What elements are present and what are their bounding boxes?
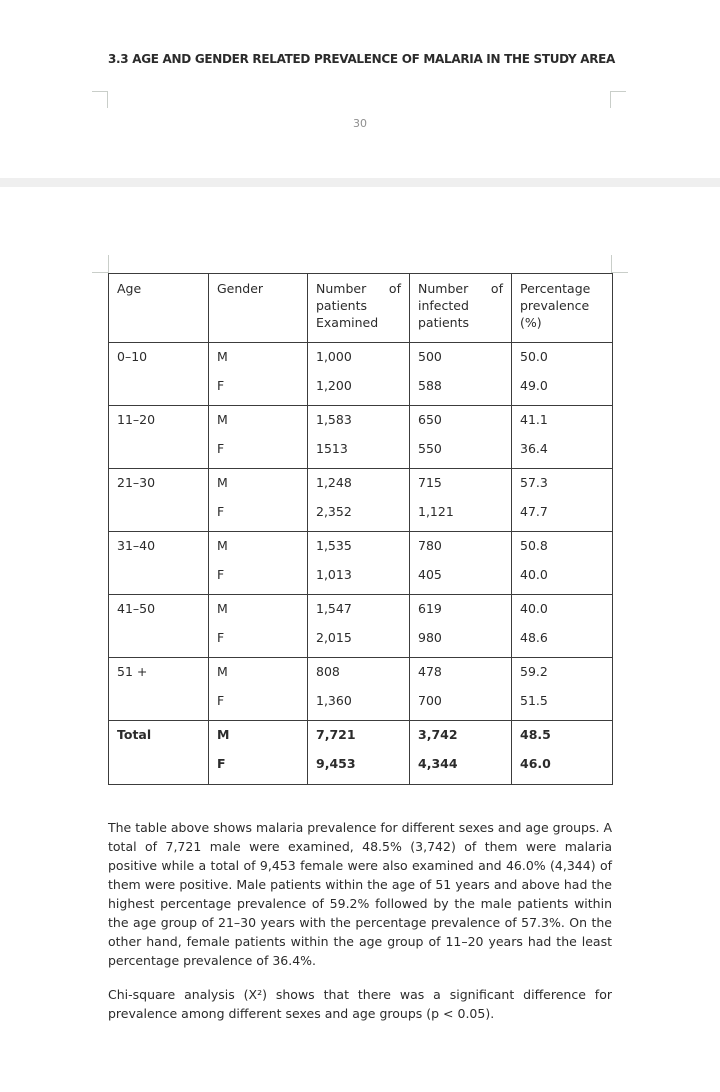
cell-age: 11–20 — [109, 406, 209, 469]
cell-gender — [209, 658, 308, 721]
cell-examined: 1,535 1,013 — [308, 532, 410, 595]
prevalence-table — [108, 273, 613, 785]
cell-age: 41–50 — [109, 595, 209, 658]
cell-prevalence: 40.0 48.6 — [512, 595, 613, 658]
cell-prevalence: 50.0 49.0 — [512, 343, 613, 406]
cell-gender — [209, 532, 308, 595]
cell-infected: 478 700 — [410, 658, 512, 721]
table-row-age-51-plus — [109, 658, 613, 721]
results-paragraph: The table above shows malaria prevalence for different sexes and age groups. A total of 7,721 male were examined, 48.5% (3,742) of them were malaria positive while a total of 9,453 female were also examined and 46.0% (4,344) of them were positive. Male patients within the age of 51 years and above had the highest percentage prevalence of 59.2% followed by the male patients within the age group of 21–30 years with the percentage prevalence of 57.3%. On the other hand, female patients within the age group of 11–20 years had the least percentage prevalence of 36.4%. — [108, 820, 612, 968]
gender-f: F — [217, 378, 225, 393]
table-row-age-41-50 — [109, 595, 613, 658]
cell-gender — [209, 343, 308, 406]
text-boundary-corner-mark-right — [610, 91, 626, 108]
table-row-age-31-40 — [109, 532, 613, 595]
table-row-age-21-30 — [109, 469, 613, 532]
gender-m: M — [217, 664, 228, 679]
gender-m: M — [217, 727, 230, 742]
table-boundary-mark-vertical-right — [611, 255, 612, 273]
cell-examined: 1,547 2,015 — [308, 595, 410, 658]
gender-f: F — [217, 756, 226, 771]
gender-m: M — [217, 601, 228, 616]
gender-f: F — [217, 693, 225, 708]
gender-m: M — [217, 412, 228, 427]
cell-age: 0–10 — [109, 343, 209, 406]
table-row-total — [109, 721, 613, 785]
cell-gender — [209, 595, 308, 658]
header-examined: Number of patients Examined — [308, 274, 410, 343]
gender-f: F — [217, 441, 225, 456]
cell-prevalence: 41.1 36.4 — [512, 406, 613, 469]
cell-age: 51 + — [109, 658, 209, 721]
table-boundary-mark-horizontal-right — [612, 272, 628, 273]
table-boundary-mark-vertical-left — [108, 255, 109, 273]
section-heading: 3.3 AGE AND GENDER RELATED PREVALENCE OF MALARIA IN THE STUDY AREA — [108, 52, 616, 66]
cell-infected: 650 550 — [410, 406, 512, 469]
page-number: 30 — [353, 117, 367, 130]
gender-m: M — [217, 349, 228, 364]
gender-f: F — [217, 630, 225, 645]
cell-age: Total — [109, 721, 209, 785]
table-boundary-mark-horizontal-left — [92, 272, 108, 273]
header-prevalence: Percentage prevalence (%) — [512, 274, 613, 343]
cell-gender — [209, 406, 308, 469]
gender-f: F — [217, 567, 225, 582]
cell-infected: 500 588 — [410, 343, 512, 406]
cell-infected: 3,742 4,344 — [410, 721, 512, 785]
text-boundary-corner-mark-left — [92, 91, 108, 108]
cell-examined: 7,721 9,453 — [308, 721, 410, 785]
cell-examined: 808 1,360 — [308, 658, 410, 721]
header-gender: Gender — [209, 274, 308, 343]
cell-prevalence: 50.8 40.0 — [512, 532, 613, 595]
gender-m: M — [217, 475, 228, 490]
cell-infected: 780 405 — [410, 532, 512, 595]
cell-age: 21–30 — [109, 469, 209, 532]
gender-f: F — [217, 504, 225, 519]
cell-prevalence: 48.5 46.0 — [512, 721, 613, 785]
cell-examined: 1,000 1,200 — [308, 343, 410, 406]
cell-infected: 619 980 — [410, 595, 512, 658]
table-row-age-11-20 — [109, 406, 613, 469]
cell-age: 31–40 — [109, 532, 209, 595]
header-age: Age — [109, 274, 209, 343]
gender-m: M — [217, 538, 228, 553]
cell-gender — [209, 469, 308, 532]
cell-examined: 1,248 2,352 — [308, 469, 410, 532]
cell-gender — [209, 721, 308, 785]
cell-infected: 715 1,121 — [410, 469, 512, 532]
page-separator-band — [0, 178, 720, 187]
cell-examined: 1,583 1513 — [308, 406, 410, 469]
cell-prevalence: 59.2 51.5 — [512, 658, 613, 721]
table-header-row — [109, 274, 613, 343]
chi-square-paragraph: Chi-square analysis (X²) shows that there was a significant difference for prevalence among different sexes and age groups (p < 0.05). — [108, 987, 612, 1021]
header-infected: Number of infected patients — [410, 274, 512, 343]
table-row-age-0-10 — [109, 343, 613, 406]
cell-prevalence: 57.3 47.7 — [512, 469, 613, 532]
